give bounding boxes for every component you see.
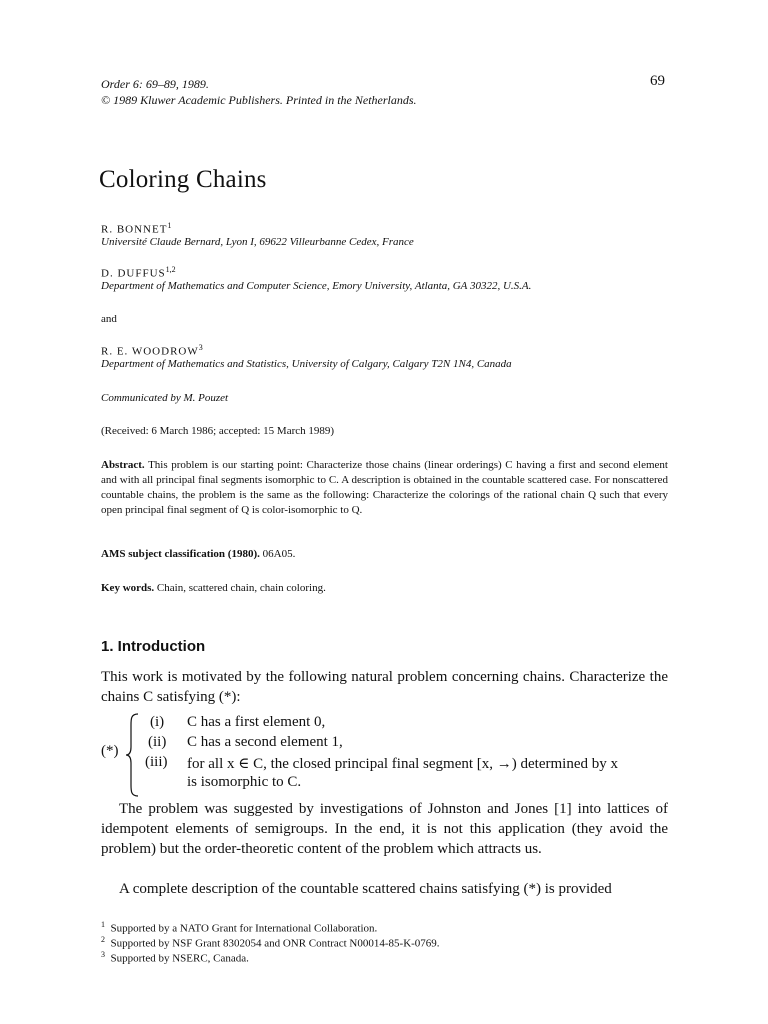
condition-number: (i)	[150, 714, 165, 730]
condition-star-label: (*)	[101, 743, 119, 759]
condition-text: C has a second element 1,	[187, 734, 343, 750]
author-name: R. BONNET$^1$	[101, 221, 172, 236]
footnote: $^3$ Supported by NSERC, Canada.	[101, 950, 249, 965]
author-name: D. DUFFUS$^{1,2}$	[101, 265, 176, 280]
page-number: 69	[650, 73, 665, 89]
ams-classification: AMS subject classification (1980). 06A05.	[101, 548, 296, 560]
author-affiliation: Université Claude Bernard, Lyon I, 69622 Villeurbanne Cedex, France	[101, 236, 414, 248]
communicated-by: Communicated by M. Pouzet	[101, 392, 229, 404]
abstract-text: This problem is our starting point: Characterize those chains (linear orderings) C having a first and second element and with all principal final segments isomorphic to C. A description is obtained in the countable scattered case. For nonscattered countable chains, the problem is the same as the following: Characterize the colorings of the rational chain Q such that every open principal final segment of Q is color-isomorphic to Q.	[101, 459, 668, 516]
keywords: Key words. Chain, scattered chain, chain coloring.	[101, 582, 326, 594]
journal-volume: 6: 69–89, 1989.	[129, 77, 209, 91]
footnote: $^1$ Supported by a NATO Grant for International Collaboration.	[101, 920, 378, 935]
condition-text: for all x ∈ C, the closed principal final segment [x, →) determined by x	[187, 756, 618, 772]
journal-name: Order	[101, 77, 130, 91]
body-paragraph: A complete description of the countable scattered chains satisfying (*) is provided	[119, 881, 612, 897]
author-affiliation: Department of Mathematics and Computer Science, Emory University, Atlanta, GA 30322, U.S.A.	[101, 280, 532, 292]
abstract-label: Abstract.	[101, 459, 145, 471]
body-paragraph: The problem was suggested by investigations of Johnston and Jones [1] into lattices of idempotent elements of semigroups. In the end, it is not this application (they avoid the problem) but the order-theoretic content of the problem which attracts us.	[101, 801, 668, 857]
received-dates: (Received: 6 March 1986; accepted: 15 March 1989)	[101, 425, 335, 437]
paper-title: Coloring Chains	[99, 166, 267, 193]
and-separator: and	[101, 313, 117, 325]
author-footnote-mark: 1,2	[165, 265, 176, 274]
author-footnote-mark: 3	[198, 343, 203, 352]
author-name: R. E. WOODROW$^3$	[101, 343, 203, 358]
section-heading: 1. Introduction	[101, 638, 206, 655]
footnote: $^2$ Supported by NSF Grant 8302054 and ONR Contract N00014-85-K-0769.	[101, 935, 440, 950]
abstract	[101, 458, 668, 518]
copyright-line: © 1989 Kluwer Academic Publishers. Printed in the Netherlands.	[101, 93, 417, 107]
left-brace	[125, 713, 139, 797]
journal-citation	[101, 76, 417, 108]
condition-text: is isomorphic to C.	[187, 774, 302, 790]
condition-text: C has a first element 0,	[187, 714, 326, 730]
author-affiliation: Department of Mathematics and Statistics, University of Calgary, Calgary T2N 1N4, Canada	[101, 358, 512, 370]
author-footnote-mark: 1	[167, 221, 172, 230]
condition-number: (iii)	[145, 754, 168, 770]
condition-number: (ii)	[148, 734, 167, 750]
intro-paragraph: This work is motivated by the following natural problem concerning chains. Characterize the chains C satisfying (*):	[101, 669, 668, 705]
